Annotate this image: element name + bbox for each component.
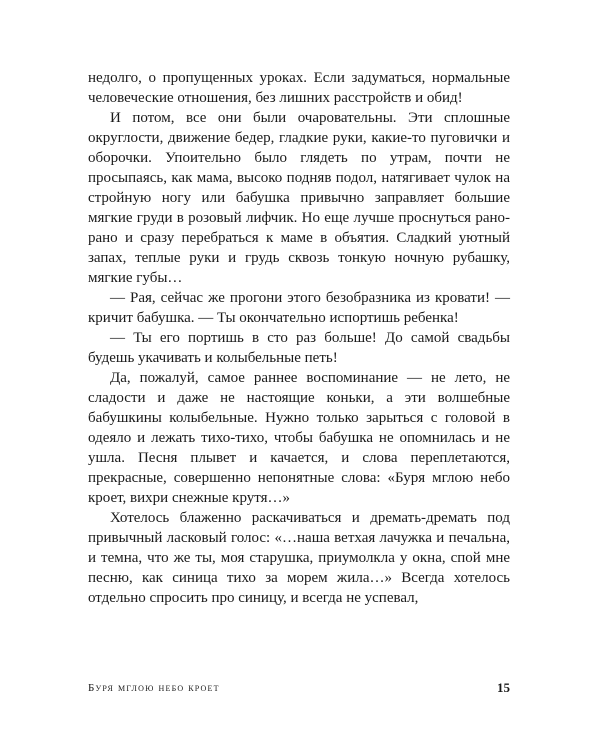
paragraph: — Ты его портишь в сто раз больше! До самой свадьбы будешь укачивать и колыбельные петь! <box>88 330 510 366</box>
running-footer-title: Буря мглою небо кроет <box>88 682 220 694</box>
paragraph: — Рая, сейчас же прогони этого безобразника из кровати! — кричит бабушка. — Ты окончательно испортишь ребенка! <box>88 290 510 326</box>
paragraph: недолго, о пропущенных уроках. Если задуматься, нормальные человеческие отношения, без лишних расстройств и обид! <box>88 70 510 106</box>
paragraph: И потом, все они были очаровательны. Эти сплошные округлости, движение бедер, гладкие руки, какие-то пуговички и оборочки. Упоительно было глядеть по утрам, почти не просыпаясь, как мама, высоко подняв подол, натягивает чулок на стройную ногу или бабушка привычно заправляет большие мягкие груди в розовый лифчик. Но еще лучше проснуться рано-рано и сразу перебраться к маме в объятия. Сладкий уютный запах, теплые руки и грудь сквозь тонкую ночную рубашку, мягкие губы… <box>88 110 510 286</box>
paragraph: Да, пожалуй, самое раннее воспоминание — не лето, не сладости и даже не настоящие коньки, а эти волшебные бабушкины колыбельные. Нужно только зарыться с головой в одеяло и лежать тихо-тихо, чтобы бабушка не опомнилась и не ушла. Песня плывет и качается, и слова переплетаются, прекрасные, совершенно непонятные слова: «Буря мглою небо кроет, вихри снежные крутя…» <box>88 370 510 506</box>
body-text <box>88 68 510 608</box>
paragraph: Хотелось блаженно раскачиваться и дремать-дремать под привычный ласковый голос: «…наша ветхая лачужка и печальна, и темна, что же ты, моя старушка, приумолкла у окна, спой мне песню, как синица тихо за морем жила…» Всегда хотелось отдельно спросить про синицу, и всегда не успевал, <box>88 510 510 606</box>
page-number: 15 <box>497 680 510 695</box>
